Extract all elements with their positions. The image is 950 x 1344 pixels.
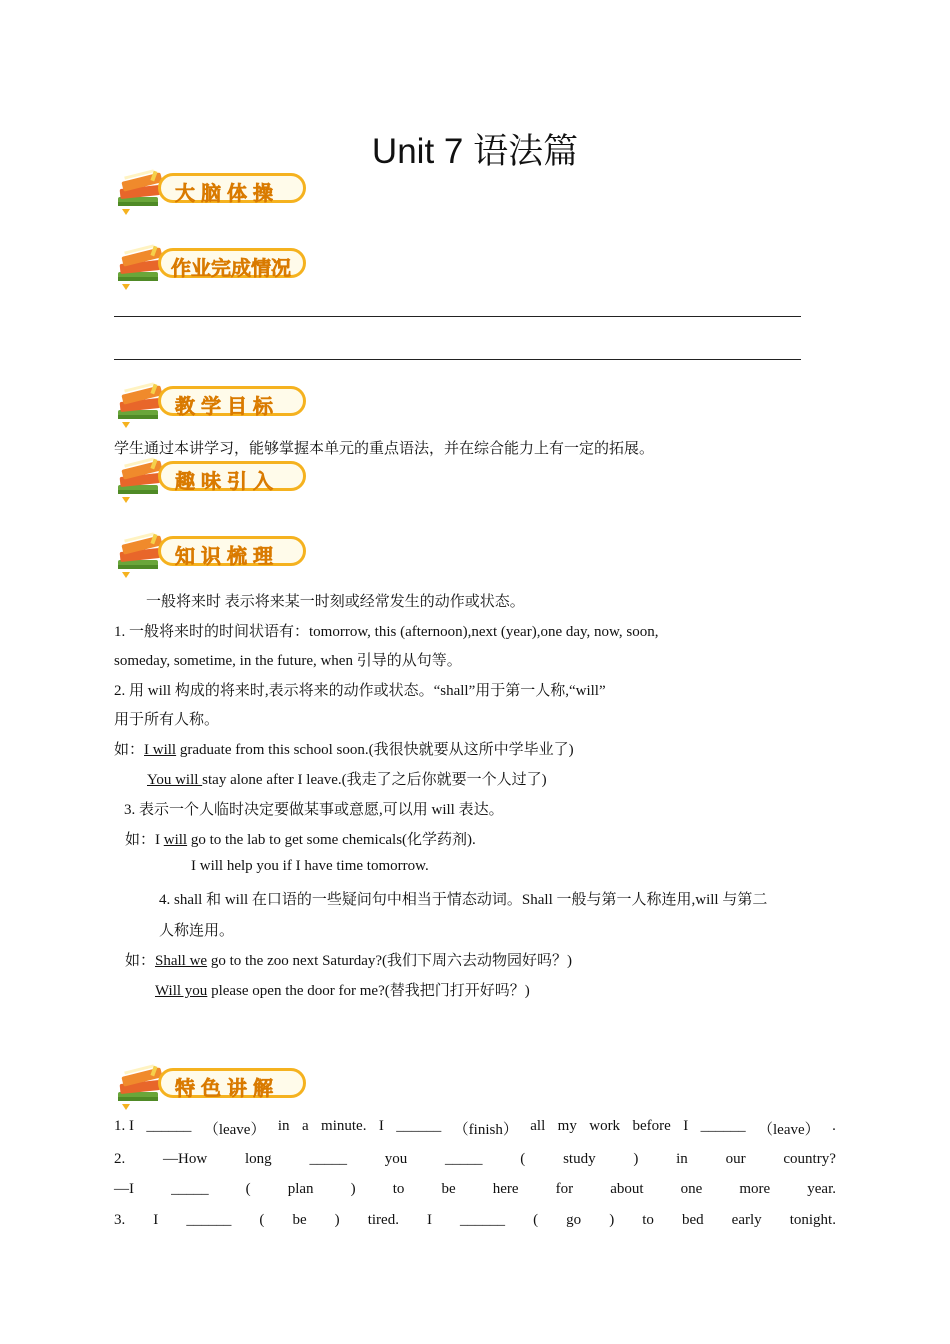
exercise-token: my (557, 1118, 577, 1134)
exercise-token: in (676, 1151, 688, 1167)
exercise-token: ( (259, 1212, 265, 1228)
knowledge-line: 人称连用。 (159, 923, 235, 939)
section-title: 教学目标 (175, 394, 279, 418)
exercise-q3 (114, 1212, 836, 1229)
section-banner-homework (114, 244, 310, 292)
exercise-token: early (731, 1212, 762, 1228)
exercise-token: for (555, 1181, 574, 1197)
exercise-token: （leave） (758, 1122, 820, 1138)
exercise-token: ( (245, 1181, 251, 1197)
exercise-token: （leave） (203, 1122, 266, 1138)
blank-field: ______ (460, 1212, 506, 1228)
exercise-token: ( (533, 1212, 539, 1228)
exercise-token: I (427, 1212, 432, 1228)
section-banner-goal (114, 382, 310, 430)
section-banner-featured (114, 1064, 310, 1112)
knowledge-line: 用于所有人称。 (114, 712, 220, 728)
exercise-token: ) (609, 1212, 615, 1228)
exercise-token: —How (163, 1151, 208, 1167)
exercise-token: 1. I (114, 1118, 134, 1134)
exercise-token: I (683, 1118, 689, 1134)
exercise-token: be (292, 1212, 307, 1228)
blank-field: ______ (700, 1118, 746, 1134)
exercise-token: here (492, 1181, 519, 1197)
answer-line (114, 316, 801, 317)
exercise-token: 2. (114, 1151, 126, 1167)
example-line: 如：Shall we go to the zoo next Saturday?(我们下周六去动物园好吗？) (125, 953, 573, 969)
exercise-token: more (739, 1181, 771, 1197)
example-line: 如：I will go to the lab to get some chemicals(化学药剂). (125, 832, 476, 848)
knowledge-line: 4. shall 和 will 在口语的一些疑问句中相当于情态动词。Shall 一般与第一人称连用,will 与第二 (159, 892, 768, 908)
example-line: You will stay alone after I leave.(我走了之后你就要一个人过了) (147, 772, 547, 788)
exercise-token: 3. (114, 1212, 126, 1228)
exercise-token: one (680, 1181, 703, 1197)
exercise-token: be (441, 1181, 456, 1197)
exercise-token: you (384, 1151, 408, 1167)
blank-field: ______ (186, 1212, 232, 1228)
page-title: Unit 7 语法篇 (371, 132, 579, 171)
exercise-token: before (632, 1118, 671, 1134)
example-line: Will you please open the door for me?(替我把门打开好吗？) (155, 983, 530, 999)
exercise-token: all (530, 1118, 546, 1134)
exercise-token: go (566, 1212, 582, 1228)
exercise-token: year. (807, 1181, 836, 1197)
exercise-token: . (832, 1118, 836, 1134)
knowledge-line: 3. 表示一个人临时决定要做某事或意愿,可以用 will 表达。 (124, 802, 504, 818)
blank-field: ______ (146, 1118, 192, 1134)
exercise-token: our (725, 1151, 746, 1167)
exercise-token: about (610, 1181, 644, 1197)
exercise-token: work (589, 1118, 621, 1134)
exercise-token: （finish） (453, 1122, 518, 1138)
exercise-q1 (114, 1118, 836, 1139)
section-title: 趣味引入 (175, 469, 279, 493)
exercise-token: —I (114, 1181, 134, 1197)
example-line: 如：I will graduate from this school soon.(我很快就要从这所中学毕业了) (114, 742, 574, 758)
goal-text: 学生通过本讲学习，能够掌握本单元的重点语法，并在综合能力上有一定的拓展。 (114, 441, 655, 457)
exercise-token: to (392, 1181, 405, 1197)
exercise-token: a (301, 1118, 309, 1134)
exercise-token: long (244, 1151, 272, 1167)
exercise-token: ) (633, 1151, 639, 1167)
blank-field: ______ (396, 1118, 442, 1134)
blank-field: _____ (445, 1151, 483, 1167)
exercise-token: in (277, 1118, 290, 1134)
exercise-token: to (642, 1212, 654, 1228)
blank-field: _____ (309, 1151, 347, 1167)
exercise-token: minute. (321, 1118, 367, 1134)
section-banner-brain (114, 169, 310, 217)
exercise-token: I (378, 1118, 384, 1134)
section-banner-intro (114, 457, 310, 505)
exercise-q2b (114, 1181, 836, 1198)
example-line: I will help you if I have time tomorrow. (191, 858, 429, 874)
exercise-q2 (114, 1151, 836, 1168)
knowledge-line: 1. 一般将来时的时间状语有：tomorrow, this (afternoon),next (year),one day, now, soon, (114, 624, 659, 640)
exercise-token: ( (520, 1151, 526, 1167)
section-banner-knowledge (114, 532, 310, 580)
exercise-token: I (153, 1212, 159, 1228)
knowledge-line: someday, sometime, in the future, when 引导的从句等。 (114, 653, 462, 669)
exercise-token: plan (287, 1181, 314, 1197)
knowledge-line: 2. 用 will 构成的将来时,表示将来的动作或状态。“shall”用于第一人称,“will” (114, 683, 606, 699)
answer-line (114, 359, 801, 360)
section-title: 知识梳理 (175, 544, 279, 568)
blank-field: _____ (171, 1181, 209, 1197)
exercise-token: ) (334, 1212, 340, 1228)
exercise-token: tonight. (789, 1212, 836, 1228)
exercise-token: bed (681, 1212, 704, 1228)
section-title: 特色讲解 (175, 1076, 279, 1100)
knowledge-line: 一般将来时 表示将来某一时刻或经常发生的动作或状态。 (146, 594, 525, 610)
section-title: 作业完成情况 (171, 256, 291, 280)
exercise-token: ) (350, 1181, 356, 1197)
exercise-token: tired. (367, 1212, 399, 1228)
exercise-token: study (563, 1151, 596, 1167)
section-title: 大脑体操 (175, 181, 279, 205)
exercise-token: country? (783, 1151, 836, 1167)
